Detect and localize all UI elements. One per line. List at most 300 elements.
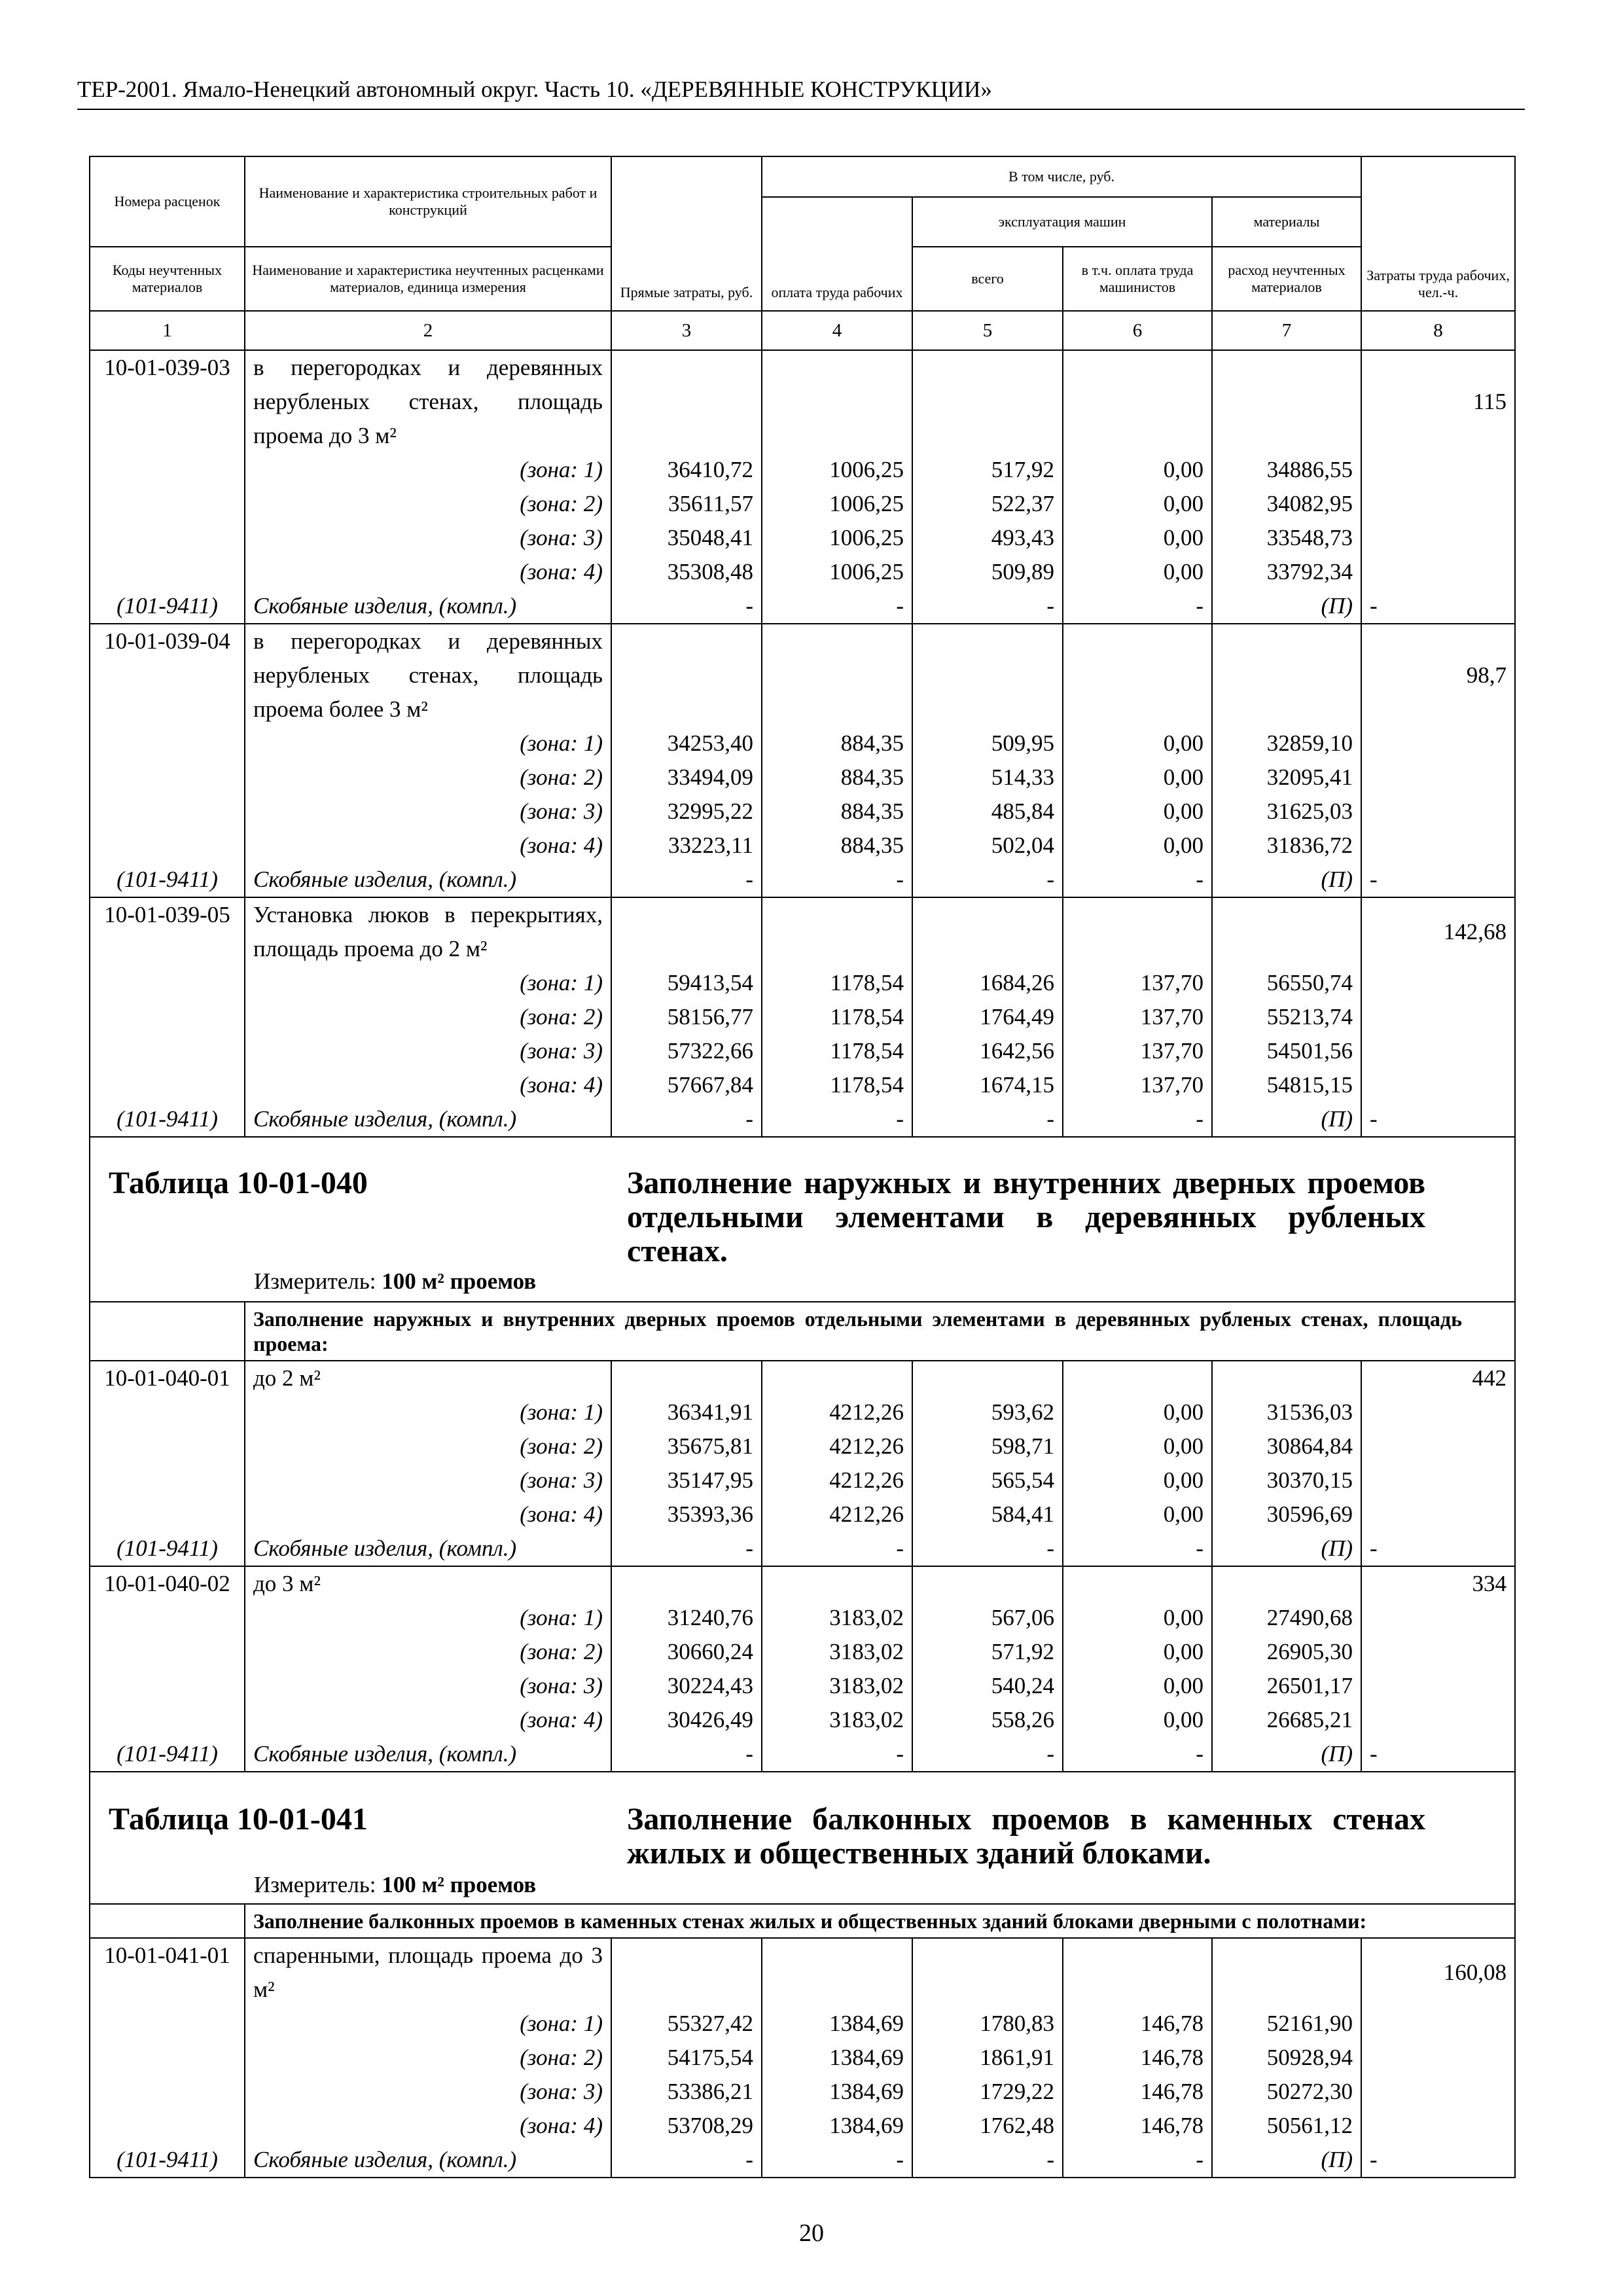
empty-cell	[912, 1566, 1063, 1601]
empty-cell	[90, 1463, 245, 1498]
zone-label: (зона: 2)	[245, 487, 611, 521]
direct-cost: 59413,54	[611, 966, 762, 1000]
empty-cell	[762, 624, 912, 726]
col-materials: материалы	[1212, 197, 1361, 247]
col-machines-labor: в т.ч. оплата труда машинистов	[1063, 247, 1212, 311]
materials-cost: 27490,68	[1212, 1601, 1361, 1635]
table-row	[90, 555, 1515, 589]
materials-cost: 33792,34	[1212, 555, 1361, 589]
empty-cell	[1361, 2109, 1515, 2143]
empty-cell	[90, 1302, 245, 1361]
direct-cost: 35611,57	[611, 487, 762, 521]
col-machines: эксплуатация машин	[912, 197, 1212, 247]
measure-value: 100 м² проемов	[382, 1872, 537, 1897]
col-num: 2	[245, 311, 611, 350]
resource-flag: (П)	[1212, 863, 1361, 897]
machines-labor: 0,00	[1063, 1601, 1212, 1635]
machines-labor: 0,00	[1063, 1703, 1212, 1737]
machines-total: 1684,26	[912, 966, 1063, 1000]
dash: -	[762, 1737, 912, 1772]
zone-label: (зона: 3)	[245, 1034, 611, 1068]
table-row	[90, 1703, 1515, 1737]
resource-code: (101-9411)	[90, 2143, 245, 2178]
empty-cell	[762, 1566, 912, 1601]
dash: -	[611, 589, 762, 624]
zone-label: (зона: 3)	[245, 2075, 611, 2109]
col-name-bottom: Наименование и характеристика неучтенных расценками материалов, единица измерения	[245, 247, 611, 311]
labor-hours: 442	[1361, 1361, 1515, 1395]
materials-cost: 32095,41	[1212, 761, 1361, 795]
resource-flag: (П)	[1212, 1102, 1361, 1137]
measure-unit	[254, 1871, 536, 1899]
materials-cost: 31536,03	[1212, 1395, 1361, 1429]
labor-pay: 1006,25	[762, 487, 912, 521]
col-num: 3	[611, 311, 762, 350]
materials-cost: 52161,90	[1212, 2007, 1361, 2041]
empty-cell	[1361, 1395, 1515, 1429]
direct-cost: 30426,49	[611, 1703, 762, 1737]
table-row	[90, 761, 1515, 795]
labor-pay: 1006,25	[762, 555, 912, 589]
empty-cell	[1063, 1938, 1212, 2007]
materials-cost: 30864,84	[1212, 1429, 1361, 1463]
empty-cell	[611, 1938, 762, 2007]
rate-code: 10-01-040-02	[90, 1566, 245, 1601]
zone-label: (зона: 1)	[245, 1395, 611, 1429]
empty-cell	[90, 1669, 245, 1703]
dash: -	[1063, 2143, 1212, 2178]
machines-total: 522,37	[912, 487, 1063, 521]
empty-cell	[1361, 1601, 1515, 1635]
direct-cost: 35308,48	[611, 555, 762, 589]
direct-cost: 58156,77	[611, 1000, 762, 1034]
dash: -	[762, 589, 912, 624]
col-num: 5	[912, 311, 1063, 350]
machines-labor: 0,00	[1063, 1498, 1212, 1532]
machines-labor: 0,00	[1063, 487, 1212, 521]
machines-total: 1764,49	[912, 1000, 1063, 1034]
table-caption	[90, 1772, 1515, 1904]
materials-cost: 56550,74	[1212, 966, 1361, 1000]
caption-cell	[90, 1137, 1515, 1302]
direct-cost: 30660,24	[611, 1635, 762, 1669]
section-header	[90, 1904, 1515, 1938]
dash: -	[1361, 2143, 1515, 2178]
materials-cost: 26685,21	[1212, 1703, 1361, 1737]
labor-hours: 142,68	[1361, 897, 1515, 966]
labor-pay: 3183,02	[762, 1635, 912, 1669]
machines-total: 571,92	[912, 1635, 1063, 1669]
labor-pay: 3183,02	[762, 1703, 912, 1737]
table-row	[90, 487, 1515, 521]
table-row	[90, 2075, 1515, 2109]
empty-cell	[1063, 1566, 1212, 1601]
table-row	[90, 1102, 1515, 1137]
machines-total: 598,71	[912, 1429, 1063, 1463]
work-name: спаренными, площадь проема до 3 м²	[245, 1938, 611, 2007]
machines-labor: 0,00	[1063, 829, 1212, 863]
materials-cost: 30596,69	[1212, 1498, 1361, 1532]
resource-flag: (П)	[1212, 2143, 1361, 2178]
machines-labor: 0,00	[1063, 555, 1212, 589]
zone-label: (зона: 3)	[245, 1669, 611, 1703]
empty-cell	[1361, 1635, 1515, 1669]
materials-cost: 30370,15	[1212, 1463, 1361, 1498]
empty-cell	[1361, 1703, 1515, 1737]
table-row	[90, 1566, 1515, 1601]
labor-pay: 4212,26	[762, 1463, 912, 1498]
table-row	[90, 829, 1515, 863]
table-row	[90, 589, 1515, 624]
empty-cell	[90, 521, 245, 555]
zone-label: (зона: 1)	[245, 1601, 611, 1635]
empty-cell	[90, 1498, 245, 1532]
empty-cell	[1212, 1938, 1361, 2007]
empty-cell	[762, 1938, 912, 2007]
empty-cell	[90, 453, 245, 487]
labor-hours: 115	[1361, 350, 1515, 453]
table-row	[90, 1737, 1515, 1772]
empty-cell	[90, 761, 245, 795]
labor-pay: 4212,26	[762, 1429, 912, 1463]
table-row	[90, 897, 1515, 966]
machines-labor: 0,00	[1063, 795, 1212, 829]
empty-cell	[1361, 726, 1515, 761]
labor-pay: 1178,54	[762, 1034, 912, 1068]
empty-cell	[1212, 350, 1361, 453]
empty-cell	[1361, 487, 1515, 521]
machines-total: 1861,91	[912, 2041, 1063, 2075]
dash: -	[912, 1532, 1063, 1566]
resource-code: (101-9411)	[90, 1532, 245, 1566]
machines-labor: 146,78	[1063, 2041, 1212, 2075]
machines-labor: 0,00	[1063, 1429, 1212, 1463]
empty-cell	[90, 1000, 245, 1034]
zone-label: (зона: 3)	[245, 795, 611, 829]
materials-cost: 50272,30	[1212, 2075, 1361, 2109]
col-machines-total: всего	[912, 247, 1063, 311]
resource-name: Скобяные изделия, (компл.)	[245, 863, 611, 897]
empty-cell	[1361, 453, 1515, 487]
direct-cost: 55327,42	[611, 2007, 762, 2041]
empty-cell	[90, 1395, 245, 1429]
rate-code: 10-01-040-01	[90, 1361, 245, 1395]
table-row	[90, 624, 1515, 726]
zone-label: (зона: 4)	[245, 1498, 611, 1532]
empty-cell	[1361, 521, 1515, 555]
machines-labor: 146,78	[1063, 2007, 1212, 2041]
machines-total: 584,41	[912, 1498, 1063, 1532]
dash: -	[611, 863, 762, 897]
direct-cost: 54175,54	[611, 2041, 762, 2075]
materials-cost: 26501,17	[1212, 1669, 1361, 1703]
dash: -	[611, 1737, 762, 1772]
machines-labor: 0,00	[1063, 1395, 1212, 1429]
empty-cell	[1361, 795, 1515, 829]
table-row	[90, 1361, 1515, 1395]
empty-cell	[912, 897, 1063, 966]
empty-cell	[90, 487, 245, 521]
zone-label: (зона: 4)	[245, 1068, 611, 1102]
machines-labor: 137,70	[1063, 966, 1212, 1000]
empty-cell	[90, 2041, 245, 2075]
materials-cost: 33548,73	[1212, 521, 1361, 555]
col-code-bottom: Коды неучтенных материалов	[90, 247, 245, 311]
section-title: Заполнение наружных и внутренних дверных проемов отдельными элементами в деревянных рубленых стенах, площадь проема:	[245, 1302, 1515, 1361]
direct-cost: 36341,91	[611, 1395, 762, 1429]
measure-value: 100 м² проемов	[382, 1268, 537, 1294]
rate-code: 10-01-039-04	[90, 624, 245, 726]
table-row	[90, 2041, 1515, 2075]
machines-labor: 0,00	[1063, 453, 1212, 487]
col-num: 4	[762, 311, 912, 350]
empty-cell	[1361, 761, 1515, 795]
table-row	[90, 1034, 1515, 1068]
machines-labor: 0,00	[1063, 1669, 1212, 1703]
labor-pay: 1384,69	[762, 2007, 912, 2041]
machines-total: 567,06	[912, 1601, 1063, 1635]
machines-total: 485,84	[912, 795, 1063, 829]
zone-label: (зона: 4)	[245, 2109, 611, 2143]
empty-cell	[1361, 2007, 1515, 2041]
zone-label: (зона: 3)	[245, 1463, 611, 1498]
direct-cost: 35048,41	[611, 521, 762, 555]
materials-cost: 31625,03	[1212, 795, 1361, 829]
direct-cost: 33494,09	[611, 761, 762, 795]
empty-cell	[1063, 350, 1212, 453]
labor-pay: 3183,02	[762, 1669, 912, 1703]
zone-label: (зона: 4)	[245, 829, 611, 863]
table-row	[90, 966, 1515, 1000]
machines-labor: 0,00	[1063, 761, 1212, 795]
labor-pay: 1006,25	[762, 453, 912, 487]
zone-label: (зона: 1)	[245, 966, 611, 1000]
dash: -	[1361, 1532, 1515, 1566]
resource-name: Скобяные изделия, (компл.)	[245, 1737, 611, 1772]
direct-cost: 34253,40	[611, 726, 762, 761]
materials-cost: 26905,30	[1212, 1635, 1361, 1669]
rate-code: 10-01-039-05	[90, 897, 245, 966]
table-row	[90, 2143, 1515, 2178]
materials-cost: 50561,12	[1212, 2109, 1361, 2143]
dash: -	[1063, 589, 1212, 624]
dash: -	[912, 589, 1063, 624]
machines-total: 593,62	[912, 1395, 1063, 1429]
col-incl: В том числе, руб.	[762, 156, 1361, 197]
labor-hours: 98,7	[1361, 624, 1515, 726]
dash: -	[611, 2143, 762, 2178]
table-row	[90, 1395, 1515, 1429]
resource-code: (101-9411)	[90, 863, 245, 897]
rate-code: 10-01-041-01	[90, 1938, 245, 2007]
machines-total: 1729,22	[912, 2075, 1063, 2109]
empty-cell	[1212, 1566, 1361, 1601]
table-row	[90, 1429, 1515, 1463]
machines-total: 1674,15	[912, 1068, 1063, 1102]
empty-cell	[912, 1361, 1063, 1395]
materials-cost: 54501,56	[1212, 1034, 1361, 1068]
direct-cost: 33223,11	[611, 829, 762, 863]
zone-label: (зона: 4)	[245, 555, 611, 589]
table-title: Заполнение балконных проемов в каменных стенах жилых и общественных зданий блоками.	[627, 1802, 1425, 1871]
empty-cell	[611, 1566, 762, 1601]
col-num: 7	[1212, 311, 1361, 350]
machines-total: 514,33	[912, 761, 1063, 795]
labor-pay: 1384,69	[762, 2075, 912, 2109]
dash: -	[762, 2143, 912, 2178]
labor-hours: 334	[1361, 1566, 1515, 1601]
empty-cell	[90, 1635, 245, 1669]
table-row	[90, 453, 1515, 487]
resource-name: Скобяные изделия, (компл.)	[245, 589, 611, 624]
direct-cost: 57322,66	[611, 1034, 762, 1068]
labor-pay: 4212,26	[762, 1395, 912, 1429]
machines-labor: 146,78	[1063, 2075, 1212, 2109]
table-row	[90, 350, 1515, 453]
table-row	[90, 1635, 1515, 1669]
resource-flag: (П)	[1212, 1532, 1361, 1566]
labor-pay: 884,35	[762, 829, 912, 863]
labor-pay: 1178,54	[762, 1068, 912, 1102]
empty-cell	[611, 1361, 762, 1395]
empty-cell	[1361, 966, 1515, 1000]
resource-code: (101-9411)	[90, 1102, 245, 1137]
labor-pay: 1384,69	[762, 2041, 912, 2075]
machines-total: 509,95	[912, 726, 1063, 761]
materials-cost: 31836,72	[1212, 829, 1361, 863]
labor-pay: 1384,69	[762, 2109, 912, 2143]
labor-pay: 884,35	[762, 726, 912, 761]
zone-label: (зона: 2)	[245, 2041, 611, 2075]
empty-cell	[90, 2075, 245, 2109]
materials-cost: 32859,10	[1212, 726, 1361, 761]
materials-cost: 54815,15	[1212, 1068, 1361, 1102]
work-name: в перегородках и деревянных нерубленых стенах, площадь проема до 3 м²	[245, 350, 611, 453]
direct-cost: 35393,36	[611, 1498, 762, 1532]
table-row	[90, 2109, 1515, 2143]
empty-cell	[1361, 555, 1515, 589]
zone-label: (зона: 2)	[245, 1429, 611, 1463]
machines-labor: 0,00	[1063, 521, 1212, 555]
dash: -	[1361, 1737, 1515, 1772]
direct-cost: 31240,76	[611, 1601, 762, 1635]
table-name: Таблица 10-01-041	[109, 1802, 368, 1837]
empty-cell	[1063, 1361, 1212, 1395]
col-code-top: Номера расценок	[90, 156, 245, 247]
col-name-top: Наименование и характеристика строительных работ и конструкций	[245, 156, 611, 247]
rate-code: 10-01-039-03	[90, 350, 245, 453]
direct-cost: 53386,21	[611, 2075, 762, 2109]
dash: -	[762, 1532, 912, 1566]
direct-cost: 30224,43	[611, 1669, 762, 1703]
dash: -	[912, 1737, 1063, 1772]
dash: -	[762, 863, 912, 897]
work-name: в перегородках и деревянных нерубленых стенах, площадь проема более 3 м²	[245, 624, 611, 726]
table-row	[90, 863, 1515, 897]
empty-cell	[1361, 2075, 1515, 2109]
col-labor-hours: Затраты труда рабочих, чел.-ч.	[1361, 156, 1515, 311]
empty-cell	[912, 624, 1063, 726]
work-name: до 2 м²	[245, 1361, 611, 1395]
dash: -	[1361, 863, 1515, 897]
empty-cell	[90, 795, 245, 829]
direct-cost: 36410,72	[611, 453, 762, 487]
empty-cell	[1361, 829, 1515, 863]
direct-cost: 35675,81	[611, 1429, 762, 1463]
empty-cell	[1361, 1068, 1515, 1102]
dash: -	[611, 1102, 762, 1137]
resource-code: (101-9411)	[90, 589, 245, 624]
dash: -	[1361, 1102, 1515, 1137]
empty-cell	[90, 1904, 245, 1938]
work-name: Установка люков в перекрытиях, площадь проема до 2 м²	[245, 897, 611, 966]
col-num: 6	[1063, 311, 1212, 350]
empty-cell	[1361, 1498, 1515, 1532]
table-row	[90, 1498, 1515, 1532]
empty-cell	[611, 350, 762, 453]
machines-total: 558,26	[912, 1703, 1063, 1737]
table-row	[90, 1938, 1515, 2007]
machines-total: 1642,56	[912, 1034, 1063, 1068]
zone-label: (зона: 2)	[245, 761, 611, 795]
empty-cell	[90, 1601, 245, 1635]
machines-total: 502,04	[912, 829, 1063, 863]
machines-total: 1780,83	[912, 2007, 1063, 2041]
col-direct: Прямые затраты, руб.	[611, 156, 762, 311]
table-name: Таблица 10-01-040	[109, 1166, 368, 1200]
dash: -	[1063, 1102, 1212, 1137]
empty-cell	[762, 350, 912, 453]
empty-cell	[90, 1429, 245, 1463]
empty-cell	[1063, 624, 1212, 726]
work-name: до 3 м²	[245, 1566, 611, 1601]
machines-labor: 0,00	[1063, 1463, 1212, 1498]
table-row	[90, 1068, 1515, 1102]
measure-label: Измеритель:	[254, 1268, 376, 1294]
dash: -	[912, 2143, 1063, 2178]
direct-cost: 53708,29	[611, 2109, 762, 2143]
empty-cell	[1361, 2041, 1515, 2075]
table-row	[90, 1000, 1515, 1034]
empty-cell	[1361, 1000, 1515, 1034]
labor-pay: 884,35	[762, 795, 912, 829]
empty-cell	[90, 2109, 245, 2143]
price-table	[89, 156, 1516, 2178]
machines-labor: 146,78	[1063, 2109, 1212, 2143]
dash: -	[1063, 1737, 1212, 1772]
empty-cell	[90, 2007, 245, 2041]
dash: -	[1063, 1532, 1212, 1566]
measure-unit	[254, 1267, 536, 1296]
empty-cell	[1361, 1669, 1515, 1703]
caption-cell	[90, 1772, 1515, 1904]
labor-pay: 1178,54	[762, 966, 912, 1000]
table-row	[90, 2007, 1515, 2041]
zone-label: (зона: 2)	[245, 1635, 611, 1669]
table-row	[90, 795, 1515, 829]
zone-label: (зона: 1)	[245, 726, 611, 761]
zone-label: (зона: 1)	[245, 2007, 611, 2041]
machines-labor: 0,00	[1063, 1635, 1212, 1669]
col-labor-pay: оплата труда рабочих	[762, 197, 912, 311]
empty-cell	[90, 1034, 245, 1068]
machines-total: 509,89	[912, 555, 1063, 589]
empty-cell	[611, 624, 762, 726]
empty-cell	[1212, 624, 1361, 726]
labor-pay: 884,35	[762, 761, 912, 795]
col-num: 8	[1361, 311, 1515, 350]
section-title: Заполнение балконных проемов в каменных стенах жилых и общественных зданий блоками дверными с полотнами:	[245, 1904, 1515, 1938]
